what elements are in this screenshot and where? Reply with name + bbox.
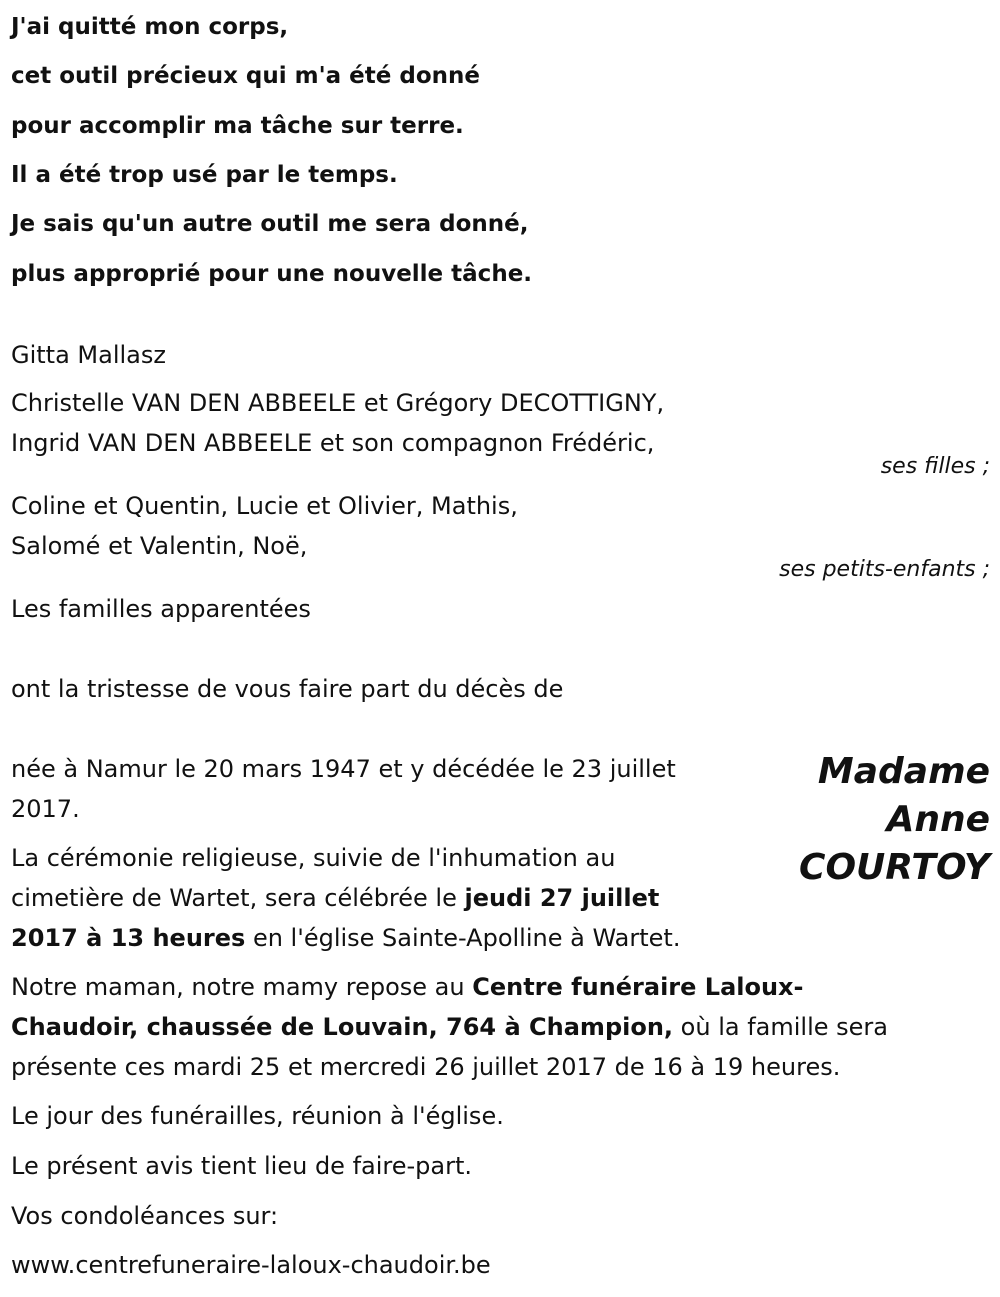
ceremony-line — [11, 923, 680, 953]
deceased-title: Madame — [817, 751, 990, 792]
condolences-note: Vos condoléances sur: — [11, 1202, 279, 1230]
grandchildren-role: ses petits-enfants ; — [779, 557, 990, 582]
poem-line: Je sais qu'un autre outil me sera donné, — [11, 211, 529, 237]
relatives-line: Les familles apparentées — [11, 595, 311, 623]
ceremony-text: en l'église Sainte-Apolline à Wartet. — [245, 924, 681, 952]
birth-death-line: 2017. — [11, 795, 80, 823]
daughter-line: Ingrid VAN DEN ABBEELE et son compagnon Frédéric, — [11, 429, 655, 457]
repose-text: Notre maman, notre mamy repose au — [11, 973, 473, 1001]
repose-line — [11, 1012, 888, 1042]
announcement-line: ont la tristesse de vous faire part du décès de — [11, 675, 564, 703]
ceremony-time: 2017 à 13 heures — [11, 924, 246, 952]
daughters-role: ses filles ; — [880, 454, 990, 479]
poem-line: pour accomplir ma tâche sur terre. — [11, 113, 464, 139]
poem-author: Gitta Mallasz — [11, 341, 166, 369]
ceremony-text: cimetière de Wartet, sera célébrée le — [11, 884, 465, 912]
poem-line: plus approprié pour une nouvelle tâche. — [11, 261, 533, 287]
deceased-name — [770, 748, 990, 892]
poem-line: Il a été trop usé par le temps. — [11, 162, 398, 188]
poem-line: cet outil précieux qui m'a été donné — [11, 63, 480, 89]
repose-line — [11, 972, 804, 1002]
notice-note: Le présent avis tient lieu de faire-part. — [11, 1152, 473, 1180]
grandchildren-line: Salomé et Valentin, Noë, — [11, 532, 308, 560]
deceased-last-name: COURTOY — [799, 847, 990, 888]
daughter-line: Christelle VAN DEN ABBEELE et Grégory DECOTTIGNY, — [11, 389, 665, 417]
website-link[interactable]: www.centrefuneraire-laloux-chaudoir.be — [11, 1251, 491, 1279]
ceremony-line — [11, 883, 659, 913]
repose-text: où la famille sera — [673, 1013, 888, 1041]
birth-death-line: née à Namur le 20 mars 1947 et y décédée le 23 juillet — [11, 755, 676, 783]
deceased-first-name: Anne — [886, 799, 990, 840]
ceremony-line: La cérémonie religieuse, suivie de l'inhumation au — [11, 844, 616, 872]
repose-location: Chaudoir, chaussée de Louvain, 764 à Champion, — [11, 1013, 674, 1041]
grandchildren-line: Coline et Quentin, Lucie et Olivier, Mathis, — [11, 492, 518, 520]
repose-line: présente ces mardi 25 et mercredi 26 juillet 2017 de 16 à 19 heures. — [11, 1053, 841, 1081]
reunion-note: Le jour des funérailles, réunion à l'église. — [11, 1102, 504, 1130]
poem-line: J'ai quitté mon corps, — [11, 14, 289, 40]
repose-location: Centre funéraire Laloux- — [472, 973, 804, 1001]
ceremony-date: jeudi 27 juillet — [464, 884, 660, 912]
